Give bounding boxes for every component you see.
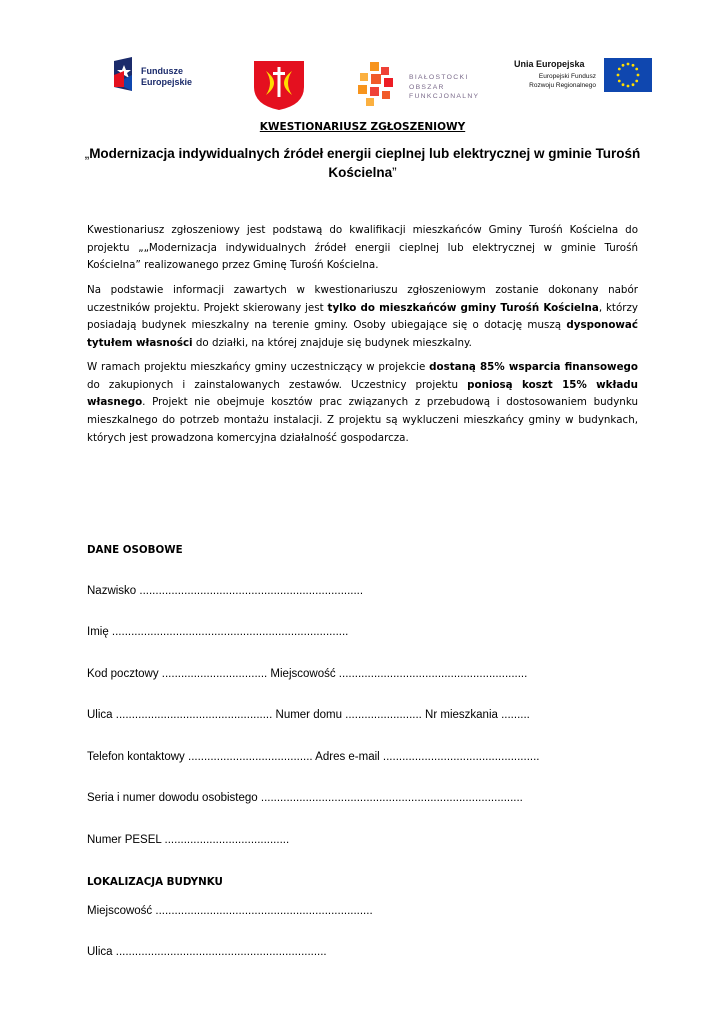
first-name-field[interactable]: Imię .......................................................................... <box>87 626 349 638</box>
fundusze-europejskie-logo <box>112 57 222 97</box>
building-city-field[interactable]: Miejscowość .................................................................... <box>87 905 373 917</box>
fundusze-europejskie-icon <box>112 57 136 93</box>
coat-of-arms-icon <box>252 59 306 111</box>
recruitment-paragraph: Na podstawie informacji zawartych w kwestionariuszu zgłoszeniowym zostanie dokonany nabór uczestników projektu. Projekt skierowany jest tylko do mieszkańców gminy Turośń Kościelna, którzy posiadają budynek mieszkalny na terenie gminy. Osoby ubiegające się o dotację muszą dysponować tytułem własności do działki, na której znajduje się budynek mieszkalny. <box>87 284 638 350</box>
postal-city-field[interactable]: Kod pocztowy ................................. Miejscowość ........................................................... <box>87 668 528 680</box>
document-subtitle: „Modernizacja indywidualnych źródeł energii cieplnej lub elektrycznej w gminie Turośń Kościelna” <box>84 146 641 180</box>
address-field[interactable]: Ulica ................................................. Numer domu ........................ Nr mieszkania ......... <box>87 709 530 721</box>
pesel-field[interactable]: Numer PESEL ....................................... <box>87 834 290 846</box>
personal-data-heading: DANE OSOBOWE <box>87 544 183 556</box>
logo-bar <box>0 55 725 115</box>
ue-title: Unia Europejska <box>514 59 585 69</box>
ue-fund-text: Europejski Fundusz Rozwoju Regionalnego <box>529 73 596 89</box>
bof-squares-icon <box>356 61 402 107</box>
building-street-field[interactable]: Ulica .................................................................. <box>87 946 327 958</box>
turosn-coat-of-arms <box>252 59 306 111</box>
funding-paragraph: W ramach projektu mieszkańcy gminy uczestniczący w projekcie dostaną 85% wsparcia finansowego do zakupionych i zainstalowanych zestawów. Uczestnicy projektu poniosą koszt 15% wkładu własnego. Projekt nie obejmuje kosztów prac związanych z przebudową i dostosowaniem budynku mieszkalnego do potrzeb montażu instalacji. Z projektu są wykluczeni mieszkańcy gminy w budynkach, których jest prowadzona komercyjna działalność gospodarcza. <box>87 361 638 444</box>
intro-paragraph: Kwestionariusz zgłoszeniowy jest podstawą do kwalifikacji mieszkańców Gminy Turośń Kościelna do projektu „„Modernizacja indywidualnych źródeł energii cieplnej lub elektrycznej w gminie Turośń Kościelna” realizowanego przez Gminę Turośń Kościelna. <box>87 224 638 272</box>
unia-europejska-logo <box>514 58 654 98</box>
bof-logo <box>356 61 486 113</box>
surname-field[interactable]: Nazwisko ...................................................................... <box>87 585 364 597</box>
id-document-field[interactable]: Seria i numer dowodu osobistego .................................................................................. <box>87 792 523 804</box>
phone-email-field[interactable]: Telefon kontaktowy ....................................... Adres e-mail ................................................. <box>87 751 540 763</box>
document-title: KWESTIONARIUSZ ZGŁOSZENIOWY <box>259 121 466 133</box>
eu-flag-icon <box>604 58 652 92</box>
building-location-heading: LOKALIZACJA BUDYNKU <box>87 876 223 888</box>
fundusze-text: Fundusze Europejskie <box>141 66 193 87</box>
bof-text: BIAŁOSTOCKI OBSZAR FUNKCJONALNY <box>409 74 480 100</box>
